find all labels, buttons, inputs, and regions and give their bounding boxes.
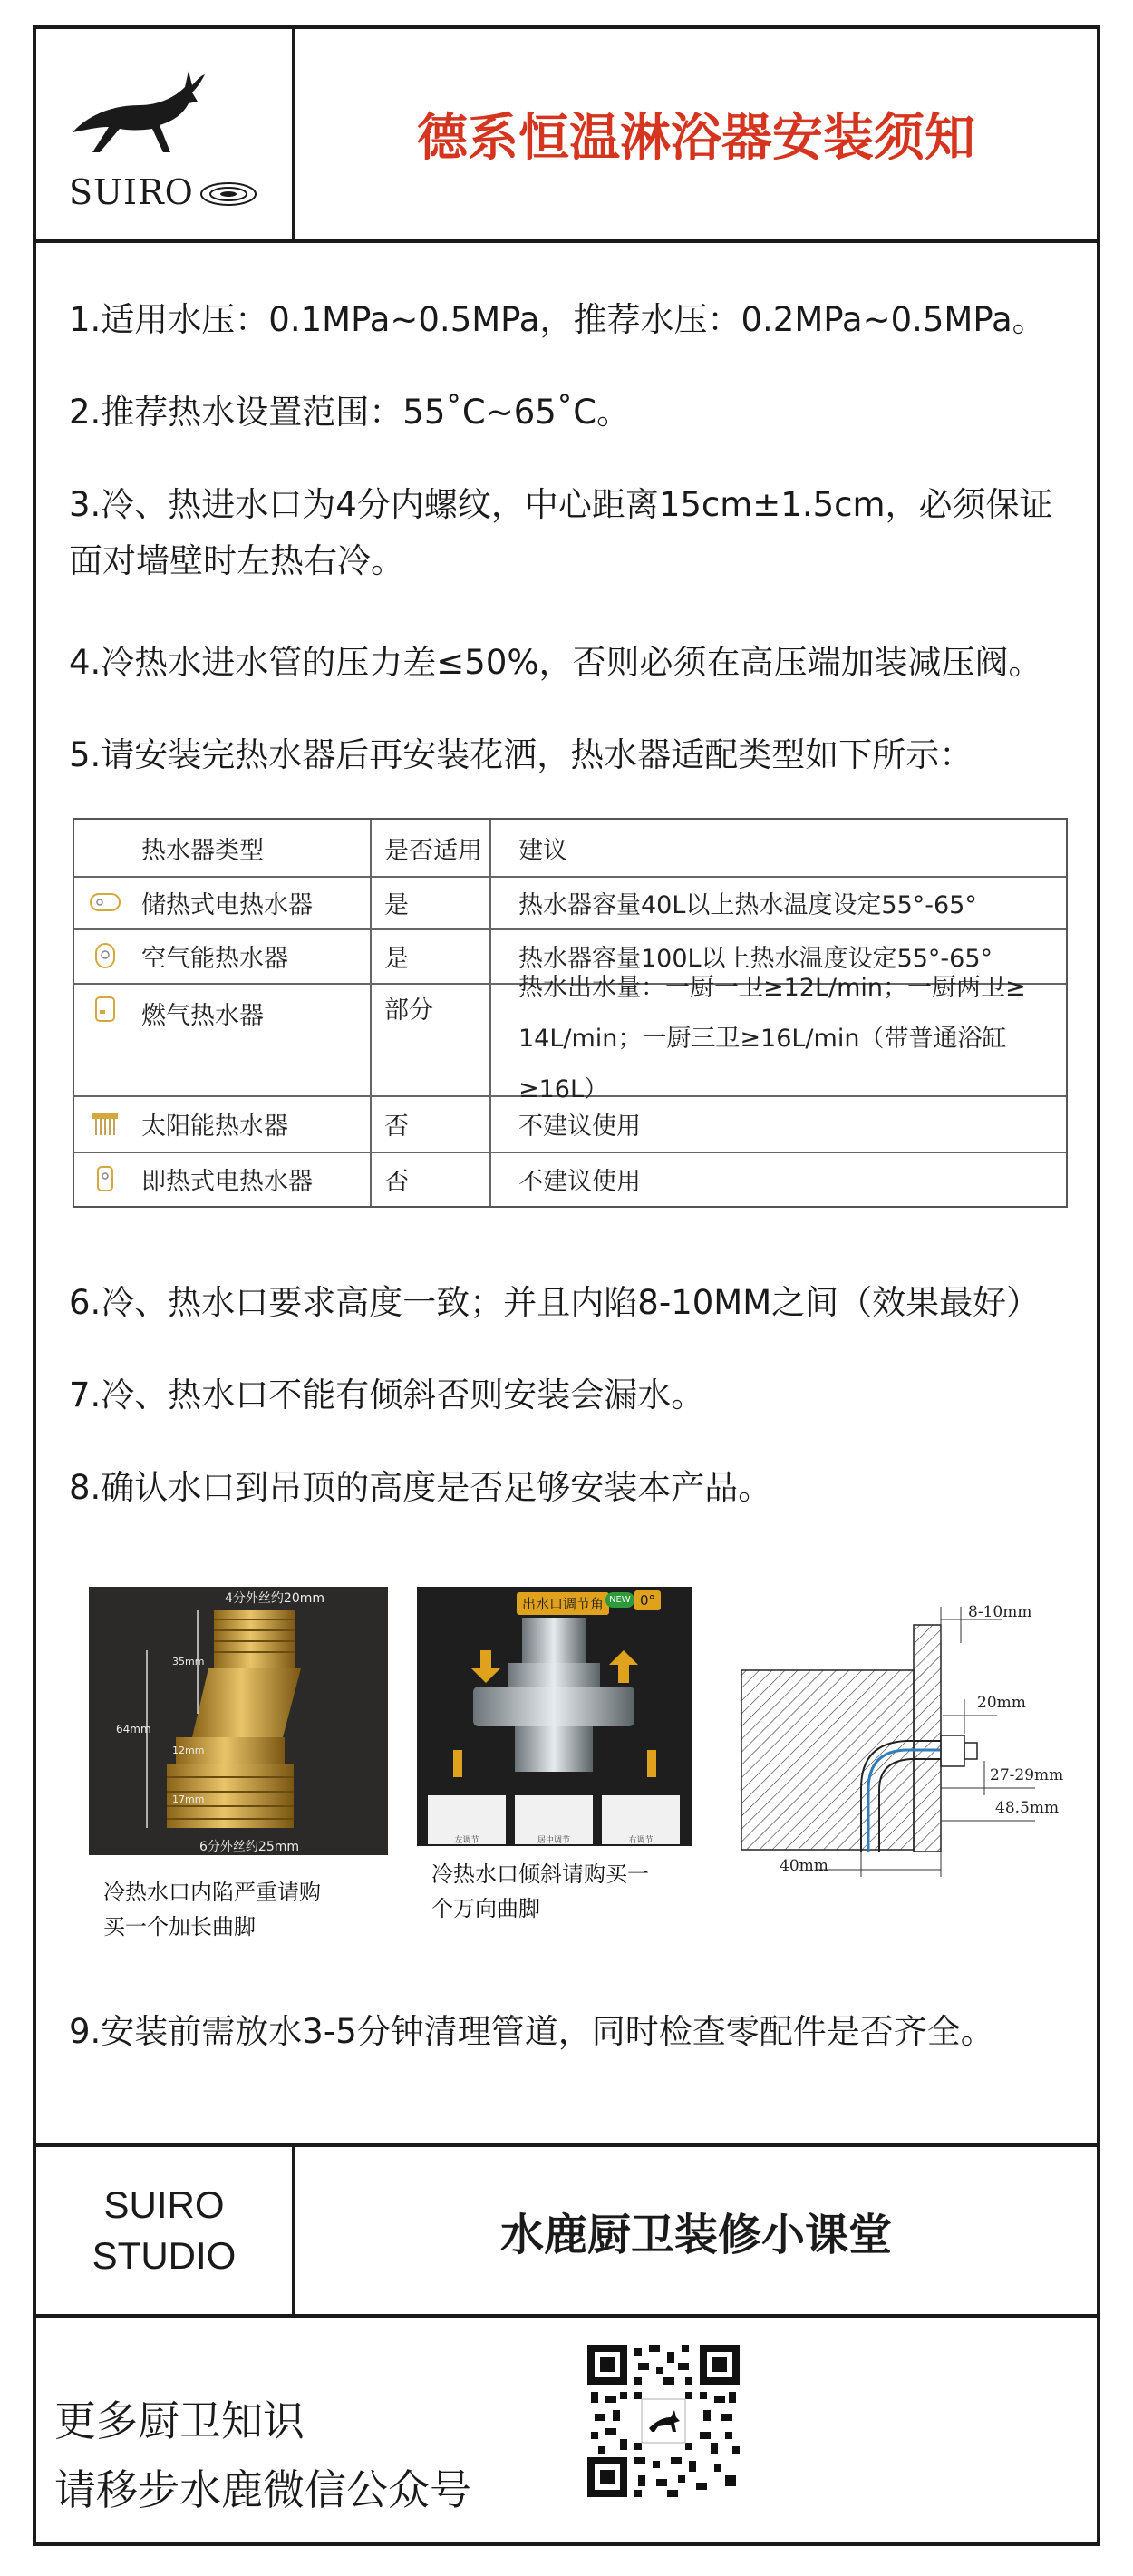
row-advice: 不建议使用 <box>518 1167 641 1196</box>
studio-name <box>36 2147 292 2314</box>
storage-heater-icon <box>89 889 121 916</box>
ripple-icon <box>196 174 261 210</box>
item-1: 1.适用水压：0.1MPa~0.5MPa，推荐水压：0.2MPa~0.5MPa。 <box>69 300 1046 339</box>
item-9: 9.安装前需放水3-5分钟清理管道，同时检查零配件是否齐全。 <box>69 2012 994 2051</box>
solar-heater-icon <box>89 1110 121 1137</box>
extended-fitting-photo <box>89 1587 388 1855</box>
row-applicable: 否 <box>384 1167 409 1196</box>
installation-diagram <box>725 1589 1088 1888</box>
more-line1: 更多厨卫知识 <box>54 2396 305 2445</box>
header-advice: 建议 <box>518 836 567 865</box>
row-applicable: 是 <box>384 944 409 973</box>
row-applicable: 部分 <box>384 996 433 1025</box>
item-8: 8.确认水口到吊顶的高度是否足够安装本产品。 <box>69 1468 772 1507</box>
adjuster-caption-line1: 冷热水口倾斜请购买一 <box>431 1862 649 1887</box>
brand-logo <box>36 29 292 239</box>
row-type: 太阳能热水器 <box>141 1112 288 1141</box>
header-applicable: 是否适用 <box>384 836 482 865</box>
fitting-dim-17: 17mm <box>172 1793 205 1805</box>
item-4: 4.冷热水进水管的压力差≤50%，否则必须在高压端加装减压阀。 <box>69 643 1042 682</box>
row-advice-continued: 14L/min；一厨三卫≥16L/min（带普通浴缸≥16L） <box>518 1025 1007 1103</box>
row-type: 储热式电热水器 <box>141 890 313 919</box>
adjuster-caption <box>431 1857 649 1926</box>
row-advice: 热水出水量：一厨一卫≥12L/min；一厨两卫≥ <box>518 974 1026 1002</box>
table-row <box>74 1152 1066 1206</box>
adjuster-caption-line2: 个万向曲脚 <box>431 1896 540 1921</box>
table-row <box>74 1095 1066 1153</box>
deer-logo-icon <box>69 65 232 165</box>
page-frame <box>33 25 1100 2546</box>
adjuster-badge: NEW <box>605 1592 634 1608</box>
row-applicable: 否 <box>384 1112 409 1141</box>
adjuster-badge-suffix: 0° <box>634 1590 661 1610</box>
table-row <box>74 876 1066 930</box>
fitting-caption <box>103 1875 321 1944</box>
item-7: 7.冷、热水口不能有倾斜否则安装会漏水。 <box>69 1375 705 1414</box>
fitting-caption-line1: 冷热水口内陷严重请购 <box>103 1880 321 1905</box>
fitting-bottom-label: 6分外丝约25mm <box>199 1840 299 1854</box>
fitting-dim-35: 35mm <box>172 1656 205 1667</box>
row-type: 即热式电热水器 <box>141 1167 313 1196</box>
header-type: 热水器类型 <box>141 836 264 865</box>
row-advice: 热水器容量100L以上热水温度设定55°-65° <box>518 944 993 973</box>
item-5: 5.请安装完热水器后再安装花洒，热水器适配类型如下所示： <box>69 735 973 774</box>
adjuster-sub-left: 左调节 <box>454 1836 479 1845</box>
diagram-dim-27: 27-29mm <box>990 1766 1064 1784</box>
footer-mid-line <box>36 2314 1097 2318</box>
studio-line1: SUIRO <box>103 2183 225 2226</box>
row-applicable: 是 <box>384 890 409 919</box>
heat-pump-icon <box>89 942 121 969</box>
item-2: 2.推荐热水设置范围：55˚C~65˚C。 <box>69 393 631 432</box>
fitting-caption-line2: 买一个加长曲脚 <box>103 1914 256 1939</box>
table-row <box>74 974 1066 1103</box>
page-title: 德系恒温淋浴器安装须知 <box>417 109 975 168</box>
diagram-dim-40: 40mm <box>780 1857 828 1875</box>
row-advice: 热水器容量40L以上热水温度设定55°-65° <box>518 890 977 919</box>
row-type: 空气能热水器 <box>141 944 288 973</box>
item-3: 3.冷、热进水口为4分内螺纹，中心距离15cm±1.5cm，必须保证面对墙壁时左热右冷。 <box>69 485 1053 580</box>
header-bottom-line <box>36 239 1097 243</box>
course-title: 水鹿厨卫装修小课堂 <box>499 2209 892 2260</box>
wechat-qr-code[interactable] <box>587 2345 740 2497</box>
row-advice: 不建议使用 <box>518 1112 641 1141</box>
adjuster-sub-center: 居中调节 <box>537 1836 570 1845</box>
fitting-top-label: 4分外丝约20mm <box>225 1591 324 1606</box>
diagram-dim-20: 20mm <box>977 1694 1026 1712</box>
table-header-row <box>74 820 1066 878</box>
adjuster-sub-right: 右调节 <box>628 1836 654 1845</box>
diagram-dim-48: 48.5mm <box>995 1799 1060 1817</box>
adjuster-banner: 出水口调节角 <box>517 1592 609 1615</box>
row-type: 燃气热水器 <box>141 1002 264 1030</box>
fitting-dim-12: 12mm <box>172 1745 205 1756</box>
studio-line2: STUDIO <box>92 2234 237 2277</box>
instant-heater-icon <box>89 1165 121 1192</box>
more-line2: 请移步水鹿微信公众号 <box>54 2465 471 2514</box>
diagram-dim-recess: 8-10mm <box>968 1603 1032 1621</box>
gas-heater-icon <box>89 996 121 1023</box>
adjustable-fitting-photo <box>417 1587 692 1846</box>
fitting-dim-64: 64mm <box>116 1723 151 1735</box>
item-6: 6.冷、热水口要求高度一致；并且内陷8-10MM之间（效果最好） <box>69 1283 1041 1322</box>
brand-name: SUIRO <box>69 172 194 212</box>
water-heater-table <box>73 818 1068 1208</box>
more-info <box>54 2386 471 2524</box>
